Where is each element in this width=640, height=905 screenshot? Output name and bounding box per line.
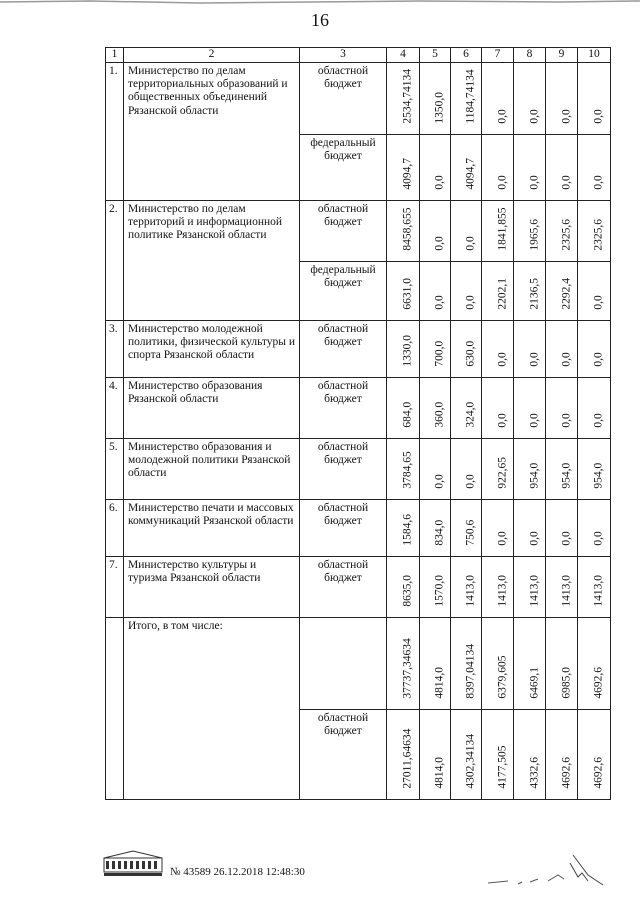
- value-text: 0,0: [495, 413, 508, 428]
- value-cell: [546, 201, 578, 262]
- value-cell: [451, 321, 482, 378]
- value-cell: [482, 262, 514, 321]
- value-cell: [387, 63, 420, 135]
- row-number: 4.: [106, 378, 124, 439]
- value-cell: [420, 557, 451, 618]
- value-text: 6631,0: [401, 277, 414, 310]
- value-text: 1184,74134: [464, 69, 477, 124]
- value-cell: [451, 63, 482, 135]
- funding-source: областной бюджет: [300, 557, 387, 618]
- registration-stamp: № 43589 26.12.2018 12:48:30: [170, 866, 305, 878]
- value-cell: [482, 135, 514, 201]
- value-text: 0,0: [464, 474, 477, 489]
- value-text: 0,0: [433, 236, 446, 251]
- value-cell: [482, 500, 514, 557]
- value-cell: [514, 201, 546, 262]
- value-cell: [546, 321, 578, 378]
- value-text: 834,0: [433, 519, 446, 546]
- value-text: 0,0: [495, 352, 508, 367]
- value-cell: [420, 500, 451, 557]
- value-cell: [514, 557, 546, 618]
- row-number: 7.: [106, 557, 124, 618]
- value-text: 0,0: [495, 109, 508, 124]
- col-header: 8: [514, 48, 546, 63]
- value-cell: [578, 710, 611, 800]
- value-text: 4692,6: [592, 756, 605, 789]
- value-text: 0,0: [559, 352, 572, 367]
- table-row: [106, 378, 611, 439]
- value-cell: [387, 201, 420, 262]
- value-cell: [578, 135, 611, 201]
- row-number: 3.: [106, 321, 124, 378]
- row-number: [106, 618, 124, 800]
- col-header: 7: [482, 48, 514, 63]
- value-text: 954,0: [527, 462, 540, 489]
- value-cell: [451, 710, 482, 800]
- value-text: 6469,1: [527, 666, 540, 699]
- table-row: [106, 500, 611, 557]
- col-header: 3: [300, 48, 387, 63]
- value-text: 922,65: [495, 456, 508, 489]
- value-text: 2136,5: [527, 277, 540, 310]
- value-cell: [387, 135, 420, 201]
- value-text: 0,0: [592, 175, 605, 190]
- value-text: 0,0: [527, 531, 540, 546]
- value-cell: [420, 378, 451, 439]
- value-cell: [546, 439, 578, 500]
- row-number: 2.: [106, 201, 124, 321]
- value-cell: [546, 63, 578, 135]
- value-cell: [482, 63, 514, 135]
- funding-source: областной бюджет: [300, 378, 387, 439]
- value-text: 6379,605: [495, 655, 508, 699]
- value-cell: [514, 439, 546, 500]
- value-cell: [482, 557, 514, 618]
- value-cell: [482, 321, 514, 378]
- value-cell: [387, 557, 420, 618]
- value-text: 1413,0: [527, 574, 540, 607]
- value-text: 4332,6: [527, 756, 540, 789]
- value-text: 954,0: [559, 462, 572, 489]
- value-text: 0,0: [464, 295, 477, 310]
- value-text: 0,0: [527, 413, 540, 428]
- value-text: 4094,7: [401, 157, 414, 190]
- value-text: 0,0: [433, 474, 446, 489]
- value-text: 0,0: [495, 175, 508, 190]
- table-row: [106, 557, 611, 618]
- funding-source: [300, 618, 387, 710]
- value-text: 0,0: [592, 531, 605, 546]
- value-cell: [546, 378, 578, 439]
- row-number: 5.: [106, 439, 124, 500]
- value-cell: [420, 201, 451, 262]
- value-text: 8397,04134: [464, 643, 477, 699]
- value-text: 0,0: [433, 175, 446, 190]
- value-cell: [420, 262, 451, 321]
- value-text: 1413,0: [559, 574, 572, 607]
- value-text: 4692,6: [559, 756, 572, 789]
- funding-source: областной бюджет: [300, 500, 387, 557]
- value-text: 0,0: [592, 352, 605, 367]
- value-text: 8458,655: [401, 207, 414, 251]
- value-text: 4177,505: [495, 745, 508, 789]
- value-text: 37737,34634: [401, 638, 414, 699]
- value-text: 2325,6: [559, 218, 572, 251]
- table-row: [106, 439, 611, 500]
- table-row: [106, 618, 611, 710]
- ministry-name: Министерство печати и массовых коммуникаций Рязанской области: [124, 500, 300, 557]
- value-text: 0,0: [527, 352, 540, 367]
- col-header: 2: [124, 48, 300, 63]
- value-cell: [420, 710, 451, 800]
- funding-source: федеральный бюджет: [300, 262, 387, 321]
- value-text: 700,0: [433, 340, 446, 367]
- value-text: 0,0: [495, 531, 508, 546]
- value-cell: [546, 710, 578, 800]
- value-text: 27011,64634: [401, 728, 414, 789]
- col-header: 6: [451, 48, 482, 63]
- value-cell: [420, 321, 451, 378]
- value-text: 1841,855: [495, 207, 508, 251]
- value-cell: [420, 63, 451, 135]
- value-text: 0,0: [559, 109, 572, 124]
- value-text: 8635,0: [401, 574, 414, 607]
- value-cell: [578, 557, 611, 618]
- ministry-name: Министерство по делам территориальных образований и общественных объединений Рязанской области: [124, 63, 300, 201]
- value-text: 1330,0: [401, 334, 414, 367]
- value-cell: [546, 135, 578, 201]
- value-cell: [546, 262, 578, 321]
- value-cell: [578, 500, 611, 557]
- table-body: [106, 63, 611, 800]
- funding-source: областной бюджет: [300, 63, 387, 135]
- value-cell: [451, 135, 482, 201]
- value-cell: [514, 262, 546, 321]
- value-cell: [387, 500, 420, 557]
- value-text: 1413,0: [592, 574, 605, 607]
- value-text: 1584,6: [401, 513, 414, 546]
- value-text: 2325,6: [592, 218, 605, 251]
- table-row: [106, 201, 611, 262]
- table-row: [106, 321, 611, 378]
- coat-of-arms-stamp: [102, 848, 166, 878]
- value-cell: [387, 710, 420, 800]
- value-cell: [387, 439, 420, 500]
- value-text: 6985,0: [559, 666, 572, 699]
- value-cell: [482, 710, 514, 800]
- value-cell: [451, 439, 482, 500]
- value-text: 954,0: [592, 462, 605, 489]
- value-cell: [578, 378, 611, 439]
- value-text: 630,0: [464, 340, 477, 367]
- value-cell: [546, 500, 578, 557]
- value-text: 4094,7: [464, 157, 477, 190]
- value-text: 0,0: [592, 295, 605, 310]
- value-cell: [451, 201, 482, 262]
- value-text: 0,0: [559, 175, 572, 190]
- funding-source: областной бюджет: [300, 710, 387, 800]
- value-text: 684,0: [401, 401, 414, 428]
- budget-table: [105, 47, 611, 800]
- value-cell: [482, 378, 514, 439]
- value-cell: [514, 618, 546, 710]
- page-number: 16: [311, 10, 329, 30]
- col-header: 9: [546, 48, 578, 63]
- signature: [478, 835, 608, 895]
- value-cell: [387, 378, 420, 439]
- value-cell: [514, 63, 546, 135]
- funding-source: областной бюджет: [300, 321, 387, 378]
- value-text: 2202,1: [495, 277, 508, 310]
- value-cell: [451, 618, 482, 710]
- ministry-name: Министерство образования Рязанской области: [124, 378, 300, 439]
- funding-source: областной бюджет: [300, 201, 387, 262]
- value-cell: [482, 618, 514, 710]
- value-cell: [514, 378, 546, 439]
- value-cell: [546, 618, 578, 710]
- row-number: 1.: [106, 63, 124, 201]
- value-text: 0,0: [559, 413, 572, 428]
- value-cell: [482, 201, 514, 262]
- value-text: 1413,0: [464, 574, 477, 607]
- value-text: 2534,74134: [401, 68, 414, 124]
- value-cell: [546, 557, 578, 618]
- value-text: 0,0: [464, 236, 477, 251]
- ministry-name: Министерство образования и молодежной политики Рязанской области: [124, 439, 300, 500]
- value-text: 4814,0: [433, 756, 446, 789]
- value-text: 360,0: [433, 401, 446, 428]
- value-text: 2292,4: [559, 277, 572, 310]
- value-text: 0,0: [592, 109, 605, 124]
- value-cell: [451, 378, 482, 439]
- value-cell: [578, 321, 611, 378]
- value-cell: [578, 201, 611, 262]
- header-row: [106, 48, 611, 63]
- funding-source: федеральный бюджет: [300, 135, 387, 201]
- table-row: [106, 63, 611, 135]
- value-cell: [420, 135, 451, 201]
- value-cell: [514, 500, 546, 557]
- value-cell: [578, 618, 611, 710]
- value-text: 324,0: [464, 401, 477, 428]
- ministry-name: Министерство по делам территорий и информационной политике Рязанской области: [124, 201, 300, 321]
- value-cell: [451, 262, 482, 321]
- value-text: 0,0: [527, 175, 540, 190]
- value-cell: [420, 439, 451, 500]
- value-text: 1350,0: [433, 91, 446, 124]
- value-text: 4692,6: [592, 666, 605, 699]
- value-cell: [578, 63, 611, 135]
- col-header: 5: [420, 48, 451, 63]
- value-text: 0,0: [527, 109, 540, 124]
- scan-edge-mark: [0, 0, 640, 6]
- value-text: 1413,0: [495, 574, 508, 607]
- ministry-name: Министерство культуры и туризма Рязанской области: [124, 557, 300, 618]
- value-cell: [514, 135, 546, 201]
- value-text: 0,0: [433, 295, 446, 310]
- value-text: 0,0: [592, 413, 605, 428]
- value-cell: [451, 500, 482, 557]
- value-text: 4814,0: [433, 666, 446, 699]
- value-text: 4302,34134: [464, 733, 477, 789]
- row-number: 6.: [106, 500, 124, 557]
- value-cell: [387, 321, 420, 378]
- value-cell: [387, 262, 420, 321]
- value-text: 3784,65: [401, 451, 414, 489]
- value-cell: [482, 439, 514, 500]
- ministry-name: Итого, в том числе:: [124, 618, 300, 800]
- value-cell: [578, 262, 611, 321]
- value-cell: [451, 557, 482, 618]
- value-text: 750,6: [464, 519, 477, 546]
- value-cell: [578, 439, 611, 500]
- value-text: 1965,6: [527, 218, 540, 251]
- ministry-name: Министерство молодежной политики, физической культуры и спорта Рязанской области: [124, 321, 300, 378]
- value-cell: [387, 618, 420, 710]
- value-text: 0,0: [559, 531, 572, 546]
- value-cell: [514, 321, 546, 378]
- value-cell: [514, 710, 546, 800]
- value-cell: [420, 618, 451, 710]
- col-header: 4: [387, 48, 420, 63]
- funding-source: областной бюджет: [300, 439, 387, 500]
- col-header: 1: [106, 48, 124, 63]
- col-header: 10: [578, 48, 611, 63]
- value-text: 1570,0: [433, 574, 446, 607]
